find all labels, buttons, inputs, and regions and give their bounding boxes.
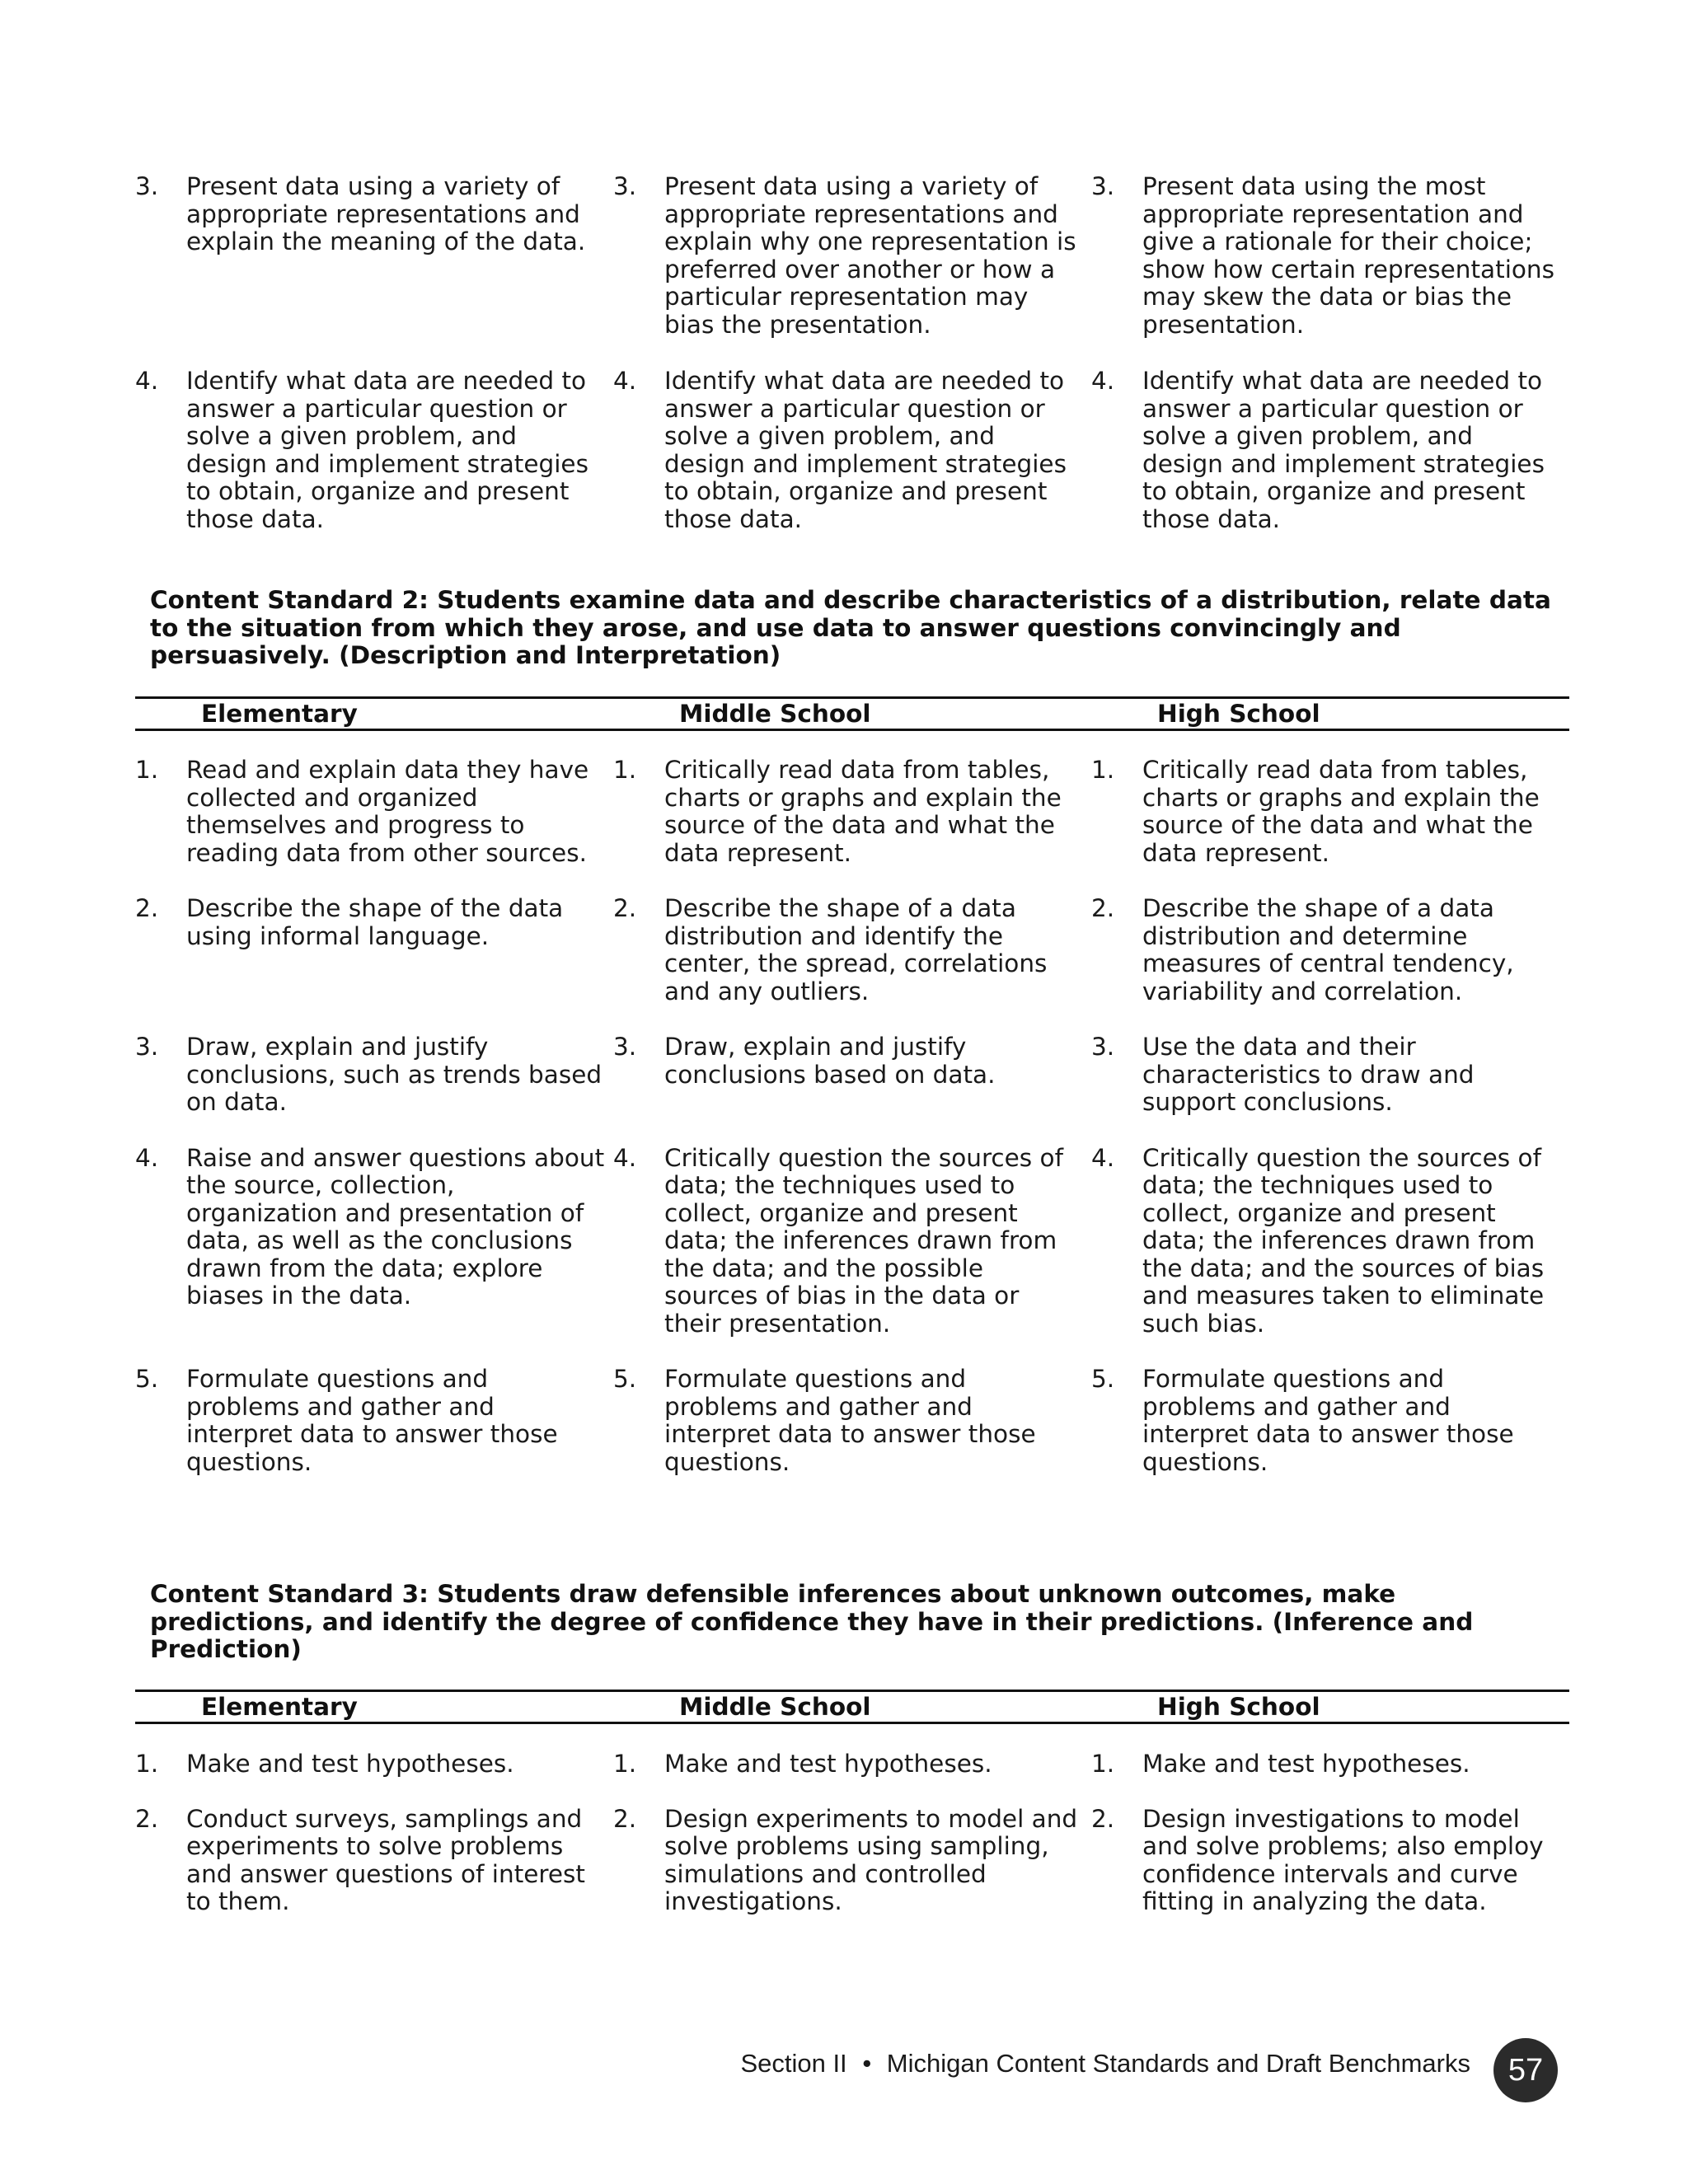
item-number: 2. [135, 1804, 159, 1833]
item-text: Design investigations to model and solve problems; also employ confidence intervals and curve fitting in analyzing the data. [1142, 1804, 1544, 1915]
item-text: Conduct surveys, samplings and experiments to solve problems and answer questions of interest to them. [186, 1804, 585, 1915]
item-text: Present data using a variety of appropriate representations and explain the meaning of the data. [186, 172, 586, 255]
item-number: 3. [1091, 172, 1115, 200]
item-number: 2. [1091, 894, 1115, 922]
item-number: 3. [135, 172, 159, 200]
page-footer [0, 2046, 1470, 2082]
benchmark-item [135, 173, 613, 339]
footer-title: Michigan Content Standards and Draft Benchmarks [886, 2049, 1470, 2078]
item-number: 4. [135, 1143, 159, 1172]
item-number: 1. [613, 756, 637, 784]
benchmark-item [135, 1806, 613, 1916]
benchmark-item [1091, 895, 1569, 1005]
item-text: Critically read data from tables, charts or graphs and explain the source of the data and what the data represent. [1142, 756, 1540, 867]
benchmark-item [1091, 173, 1569, 339]
benchmark-item [1091, 1033, 1569, 1117]
benchmark-item [1091, 1750, 1569, 1779]
benchmark-item [135, 1145, 613, 1338]
benchmark-item [135, 895, 613, 1005]
benchmark-item [135, 1750, 613, 1779]
item-text: Critically question the sources of data; the techniques used to collect, organize and present data; the inferences drawn from the data; and the sources of bias and measures taken to eliminate such bias. [1142, 1143, 1545, 1338]
continued-benchmarks [135, 173, 1569, 533]
item-text: Raise and answer questions about the source, collection, organization and presentation of data, as well as the conclusions drawn from the data; explore biases in the data. [186, 1143, 605, 1310]
item-number: 1. [1091, 756, 1115, 784]
item-text: Design experiments to model and solve problems using sampling, simulations and controlled investigations. [664, 1804, 1078, 1915]
item-number: 4. [613, 367, 637, 395]
item-number: 2. [613, 894, 637, 922]
footer-section: Section II [740, 2049, 847, 2078]
item-text: Use the data and their characteristics to draw and support conclusions. [1142, 1033, 1475, 1116]
benchmark-item [135, 368, 613, 533]
item-number: 3. [1091, 1033, 1115, 1061]
benchmark-item [613, 1366, 1091, 1476]
item-text: Formulate questions and problems and gather and interpret data to answer those questions. [186, 1365, 558, 1476]
item-number: 1. [135, 756, 159, 784]
item-text: Present data using the most appropriate representation and give a rationale for their choice; show how certain representations may skew the data or bias the presentation. [1142, 172, 1555, 339]
item-text: Make and test hypotheses. [1142, 1750, 1470, 1778]
item-text: Draw, explain and justify conclusions based on data. [664, 1033, 996, 1089]
item-number: 2. [135, 894, 159, 922]
item-text: Make and test hypotheses. [186, 1750, 514, 1778]
item-text: Present data using a variety of appropriate representations and explain why one representation is preferred over another or how a particular representation may bias the presentation. [664, 172, 1076, 339]
benchmark-item [1091, 1366, 1569, 1476]
item-text: Identify what data are needed to answer a particular question or solve a given problem, and design and implement strategies to obtain, organize and present those data. [186, 367, 588, 533]
column-header-elementary: Elementary [201, 1693, 358, 1721]
item-number: 3. [135, 1033, 159, 1061]
benchmark-item [613, 173, 1091, 339]
item-number: 4. [1091, 1143, 1115, 1172]
benchmark-item [613, 1806, 1091, 1916]
column-header-high-school: High School [1157, 1693, 1320, 1721]
benchmark-item [135, 1033, 613, 1117]
footer-bullet: • [862, 2049, 872, 2078]
benchmark-item [1091, 757, 1569, 867]
item-number: 3. [613, 172, 637, 200]
item-text: Make and test hypotheses. [664, 1750, 992, 1778]
benchmark-item [613, 895, 1091, 1005]
standard-3-benchmarks [135, 1750, 1569, 1916]
item-text: Describe the shape of a data distribution and determine measures of central tendency, variability and correlation. [1142, 894, 1514, 1005]
item-number: 3. [613, 1033, 637, 1061]
benchmark-item [613, 1145, 1091, 1338]
item-text: Describe the shape of a data distribution and identify the center, the spread, correlations and any outliers. [664, 894, 1048, 1005]
column-header-elementary: Elementary [201, 700, 358, 728]
item-text: Read and explain data they have collected and organized themselves and progress to reading data from other sources. [186, 756, 589, 867]
benchmark-item [135, 757, 613, 867]
item-text: Describe the shape of the data using informal language. [186, 894, 564, 950]
standard-2-column-headers [135, 696, 1569, 731]
item-text: Formulate questions and problems and gather and interpret data to answer those questions. [1142, 1365, 1514, 1476]
page-number-badge: 57 [1493, 2038, 1558, 2102]
column-header-middle-school: Middle School [679, 1693, 871, 1721]
item-text: Critically read data from tables, charts or graphs and explain the source of the data and what the data represent. [664, 756, 1062, 867]
standard-2-benchmarks [135, 757, 1569, 1476]
item-number: 5. [135, 1365, 159, 1393]
item-number: 4. [135, 367, 159, 395]
benchmark-item [135, 1366, 613, 1476]
benchmark-item [613, 757, 1091, 867]
item-text: Critically question the sources of data; the techniques used to collect, organize and present data; the inferences drawn from the data; and the possible sources of bias in the data or their presentation. [664, 1143, 1063, 1338]
item-number: 2. [1091, 1804, 1115, 1833]
benchmark-item [613, 1750, 1091, 1779]
item-number: 2. [613, 1804, 637, 1833]
standard-3-heading: Content Standard 3: Students draw defensible inferences about unknown outcomes, make predictions, and identify the degree of confidence they have in their predictions. (Inference and Prediction) [150, 1580, 1474, 1663]
benchmark-item [613, 1033, 1091, 1117]
item-text: Identify what data are needed to answer a particular question or solve a given problem, and design and implement strategies to obtain, organize and present those data. [664, 367, 1067, 533]
benchmark-item [1091, 1806, 1569, 1916]
item-number: 1. [613, 1750, 637, 1778]
item-number: 4. [613, 1143, 637, 1172]
item-number: 5. [613, 1365, 637, 1393]
item-number: 1. [1091, 1750, 1115, 1778]
benchmark-item [1091, 1145, 1569, 1338]
column-header-middle-school: Middle School [679, 700, 871, 728]
item-number: 5. [1091, 1365, 1115, 1393]
item-text: Draw, explain and justify conclusions, such as trends based on data. [186, 1033, 603, 1116]
standard-3-column-headers [135, 1690, 1569, 1724]
column-header-high-school: High School [1157, 700, 1320, 728]
benchmark-item [613, 368, 1091, 533]
item-text: Identify what data are needed to answer a particular question or solve a given problem, and design and implement strategies to obtain, organize and present those data. [1142, 367, 1545, 533]
item-number: 1. [135, 1750, 159, 1778]
item-text: Formulate questions and problems and gather and interpret data to answer those questions. [664, 1365, 1036, 1476]
standard-2-heading: Content Standard 2: Students examine data and describe characteristics of a distribution, relate data to the situation from which they arose, and use data to answer questions convincingly and persuasively. (Description and Interpretation) [150, 586, 1551, 669]
item-number: 4. [1091, 367, 1115, 395]
benchmark-item [1091, 368, 1569, 533]
